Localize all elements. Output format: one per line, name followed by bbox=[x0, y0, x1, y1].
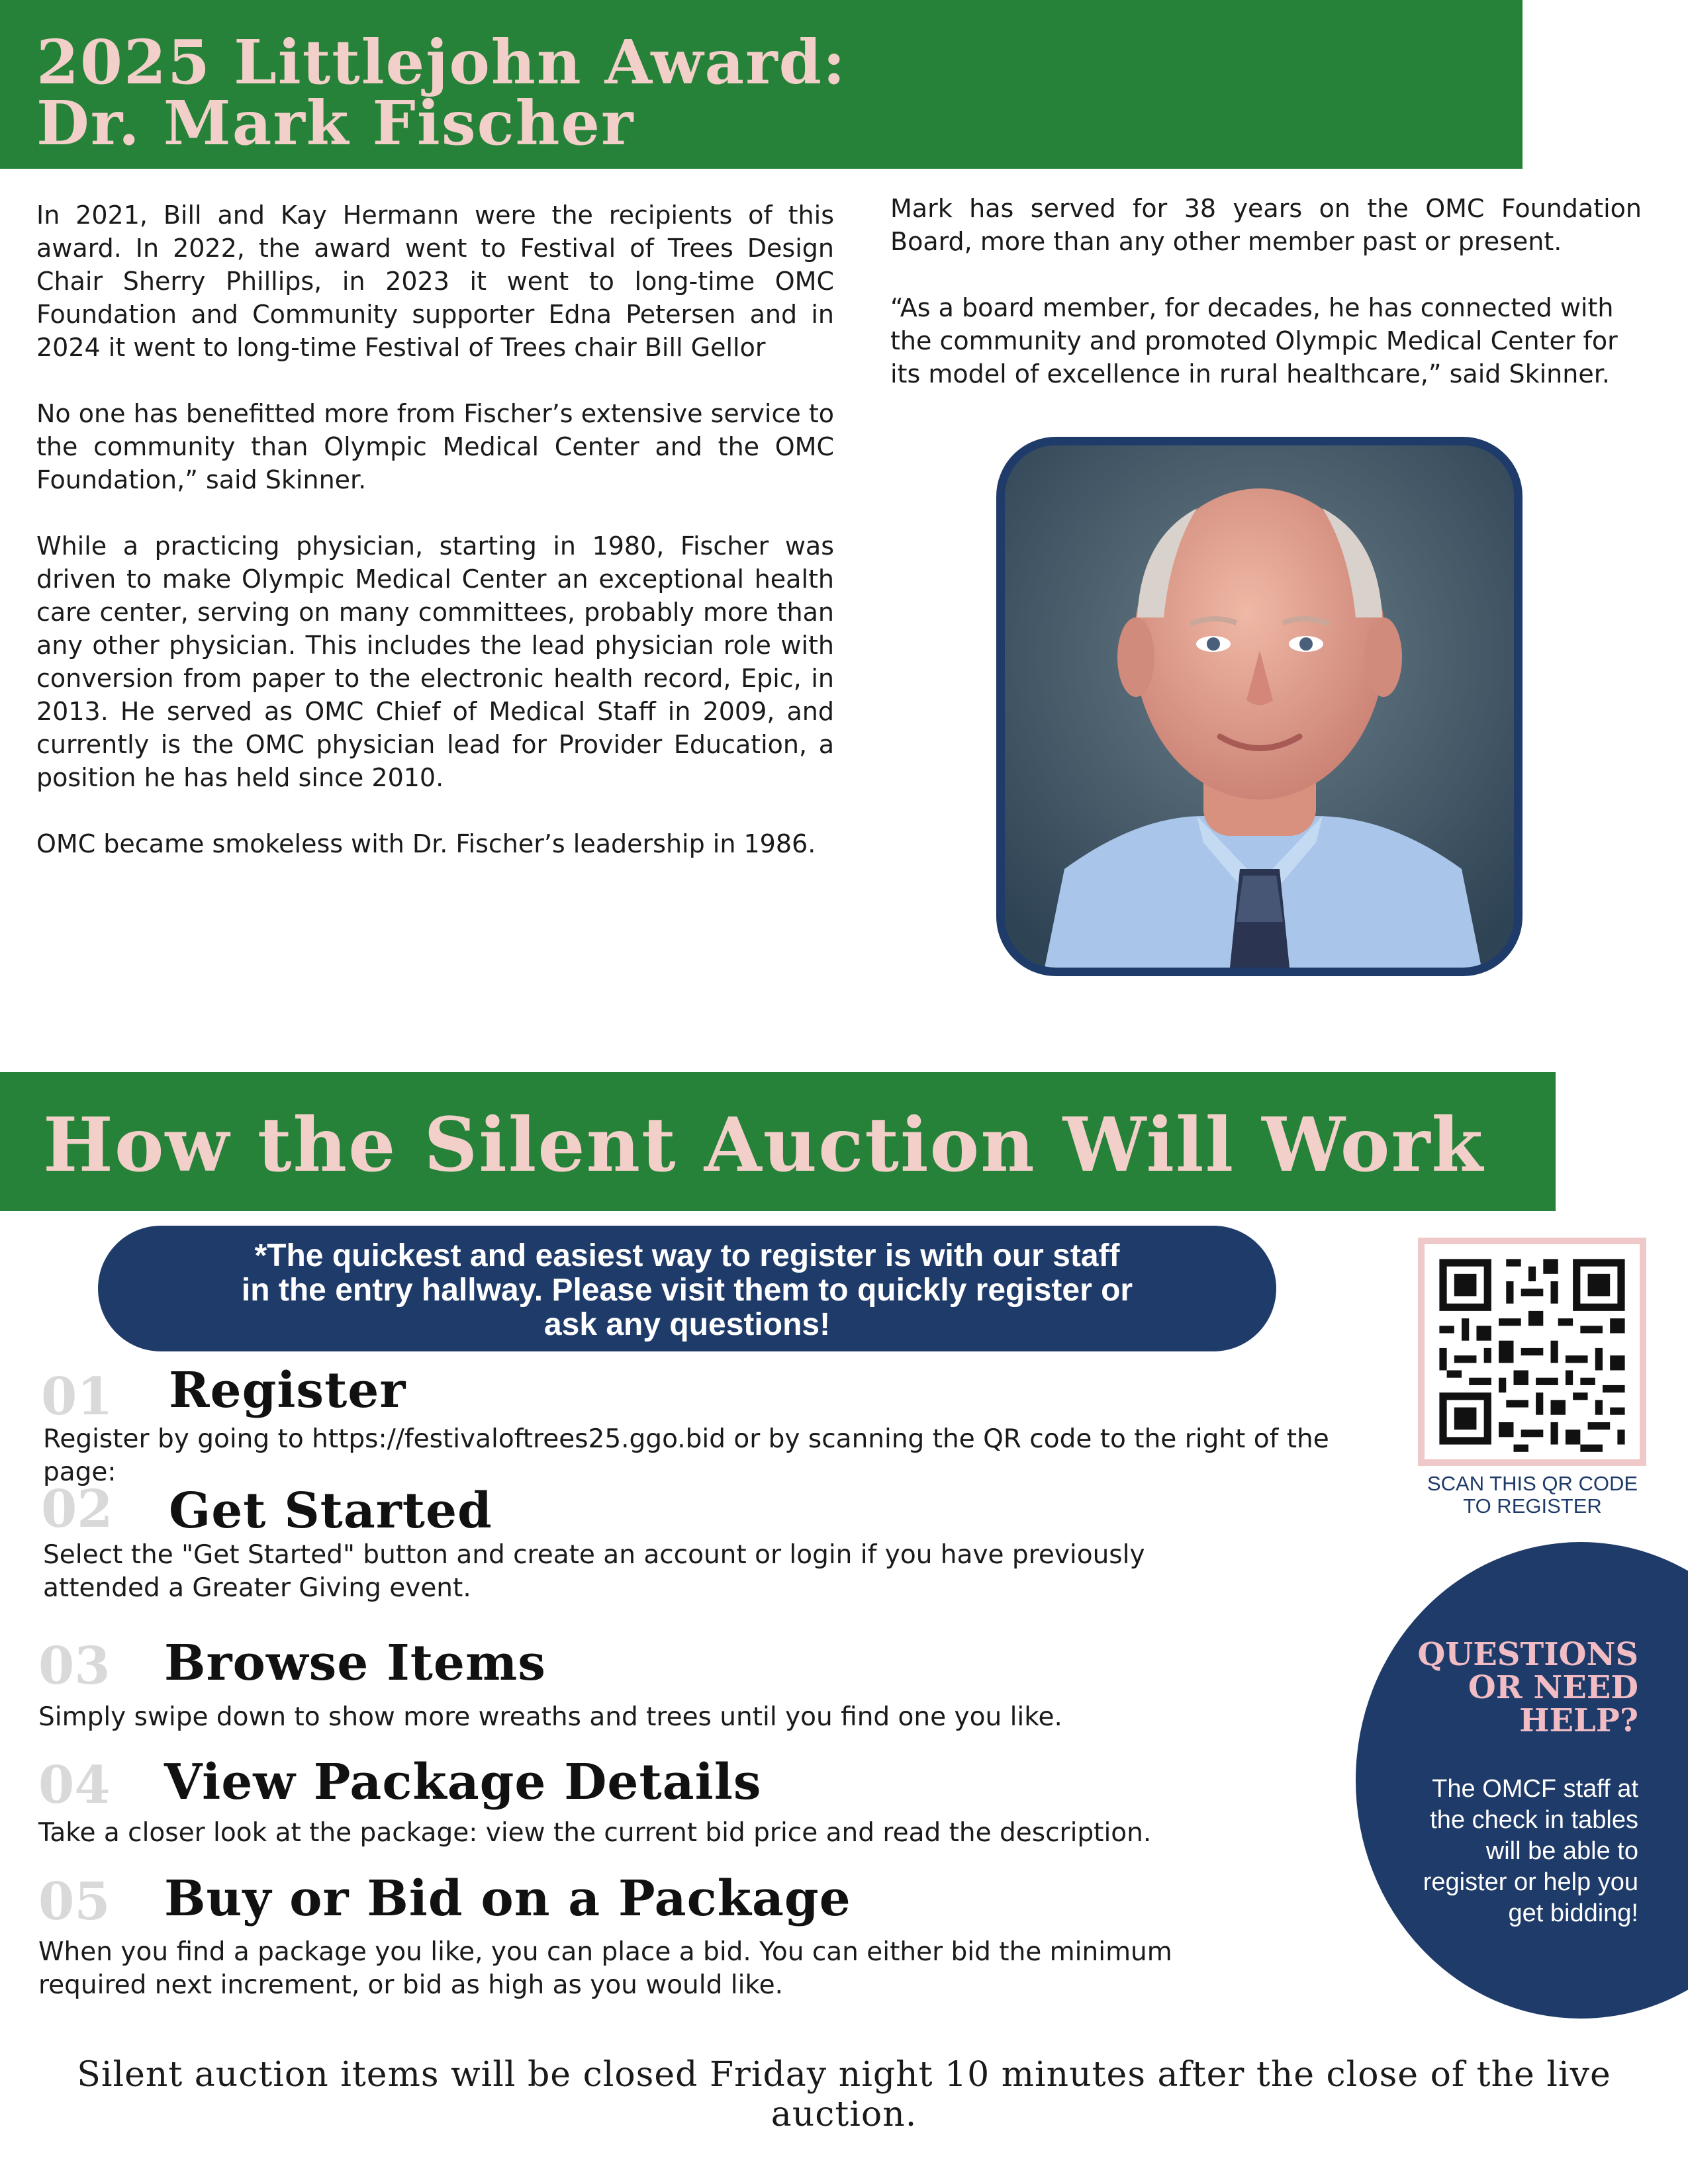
closing-note: Silent auction items will be closed Friday night 10 minutes after the close of the live auction. bbox=[77, 2055, 1611, 2134]
paragraph-prior-recipients: In 2021, Bill and Kay Hermann were the recipients of this award. In 2022, the award went to Festival of Trees Design Chair Sherry Phillips, in 2023 it went to long-time OMC Foundation and Community supporter Edna Petersen and in 2024 it went to long-time Festival of Trees chair Bill Gellor bbox=[36, 201, 834, 362]
step-description: Select the "Get Started" button and create an account or login if you have previously attended a Greater Giving event. bbox=[43, 1540, 1145, 1603]
help-heading bbox=[1397, 1638, 1638, 1737]
award-title-line2: Dr. Mark Fischer bbox=[36, 87, 635, 159]
step-number: 01 bbox=[41, 1367, 113, 1427]
step-title: Browse Items bbox=[164, 1635, 546, 1692]
paragraph-benefitted: No one has benefitted more from Fischer’s extensive service to the community than Olympic Medical Center and the OMC Foundation,” said Skinner. bbox=[36, 399, 834, 494]
help-body: The OMCF staff at the check in tables will be able to register or help you get bidding! bbox=[1423, 1775, 1638, 1927]
step-number: 03 bbox=[38, 1636, 111, 1696]
register-notice bbox=[98, 1226, 1276, 1351]
portrait-photo bbox=[996, 437, 1523, 976]
step-view-details bbox=[38, 1755, 111, 1815]
right-column bbox=[890, 192, 1642, 390]
paragraph-physician-career: While a practicing physician, starting in 1980, Fischer was driven to make Olympic Medical Center an exceptional health care center, serving on many committees, probably more than any other physician. This includes the lead physician role with conversion from paper to the electronic health record, Epic, in 2013. He served as OMC Chief of Medical Staff in 2009, and currently is the OMC physician lead for Provider Education, a position he has held since 2010. bbox=[36, 531, 834, 792]
step-description: Take a closer look at the package: view the current bid price and read the description. bbox=[38, 1818, 1152, 1848]
step-register bbox=[41, 1367, 113, 1427]
award-header-banner bbox=[0, 0, 1523, 169]
step-title: Get Started bbox=[169, 1482, 492, 1539]
qr-code[interactable] bbox=[1418, 1238, 1646, 1466]
notice-line: *The quickest and easiest way to register is with our staff bbox=[254, 1238, 1120, 1273]
paragraph-smokeless: OMC became smokeless with Dr. Fischer’s leadership in 1986. bbox=[36, 829, 816, 858]
help-heading-line3: HELP? bbox=[1519, 1702, 1638, 1739]
step-buy-or-bid bbox=[38, 1872, 111, 1932]
notice-line: ask any questions! bbox=[543, 1307, 831, 1342]
qr-caption-line1: SCAN THIS QR CODE bbox=[1427, 1472, 1638, 1495]
step-description: Simply swipe down to show more wreaths and trees until you find one you like. bbox=[38, 1702, 1062, 1732]
step-title: View Package Details bbox=[164, 1754, 762, 1811]
award-title bbox=[36, 26, 847, 159]
step-description: When you find a package you like, you can place a bid. You can either bid the minimum required next increment, or bid as high as you would like. bbox=[38, 1937, 1172, 2000]
step-title: Buy or Bid on a Package bbox=[164, 1870, 851, 1927]
help-heading-line1: QUESTIONS bbox=[1417, 1636, 1638, 1673]
portrait-illustration bbox=[1005, 445, 1514, 968]
step-title: Register bbox=[169, 1362, 406, 1419]
qr-code-icon bbox=[1425, 1244, 1640, 1459]
auction-title: How the Silent Auction Will Work bbox=[43, 1102, 1485, 1189]
award-title-line1: 2025 Littlejohn Award: bbox=[36, 26, 847, 98]
step-browse-items bbox=[38, 1636, 111, 1696]
step-number: 04 bbox=[38, 1755, 111, 1815]
step-number: 02 bbox=[41, 1479, 113, 1539]
paragraph-board-service: Mark has served for 38 years on the OMC Foundation Board, more than any other member past or present. bbox=[890, 194, 1642, 256]
help-heading-line2: OR NEED bbox=[1468, 1669, 1638, 1706]
step-get-started bbox=[41, 1479, 113, 1539]
notice-line: in the entry hallway. Please visit them to quickly register or bbox=[241, 1273, 1133, 1308]
qr-caption bbox=[1397, 1473, 1668, 1518]
step-description: Register by going to https://festivaloftrees25.ggo.bid or by scanning the QR code to the right of the page: bbox=[43, 1424, 1329, 1487]
left-column bbox=[36, 199, 834, 860]
auction-header-banner bbox=[0, 1072, 1556, 1211]
step-number: 05 bbox=[38, 1872, 111, 1932]
qr-caption-line2: TO REGISTER bbox=[1463, 1494, 1602, 1518]
paragraph-board-quote: “As a board member, for decades, he has connected with the community and promoted Olympic Medical Center for its model of excellence in rural healthcare,” said Skinner. bbox=[890, 293, 1618, 388]
